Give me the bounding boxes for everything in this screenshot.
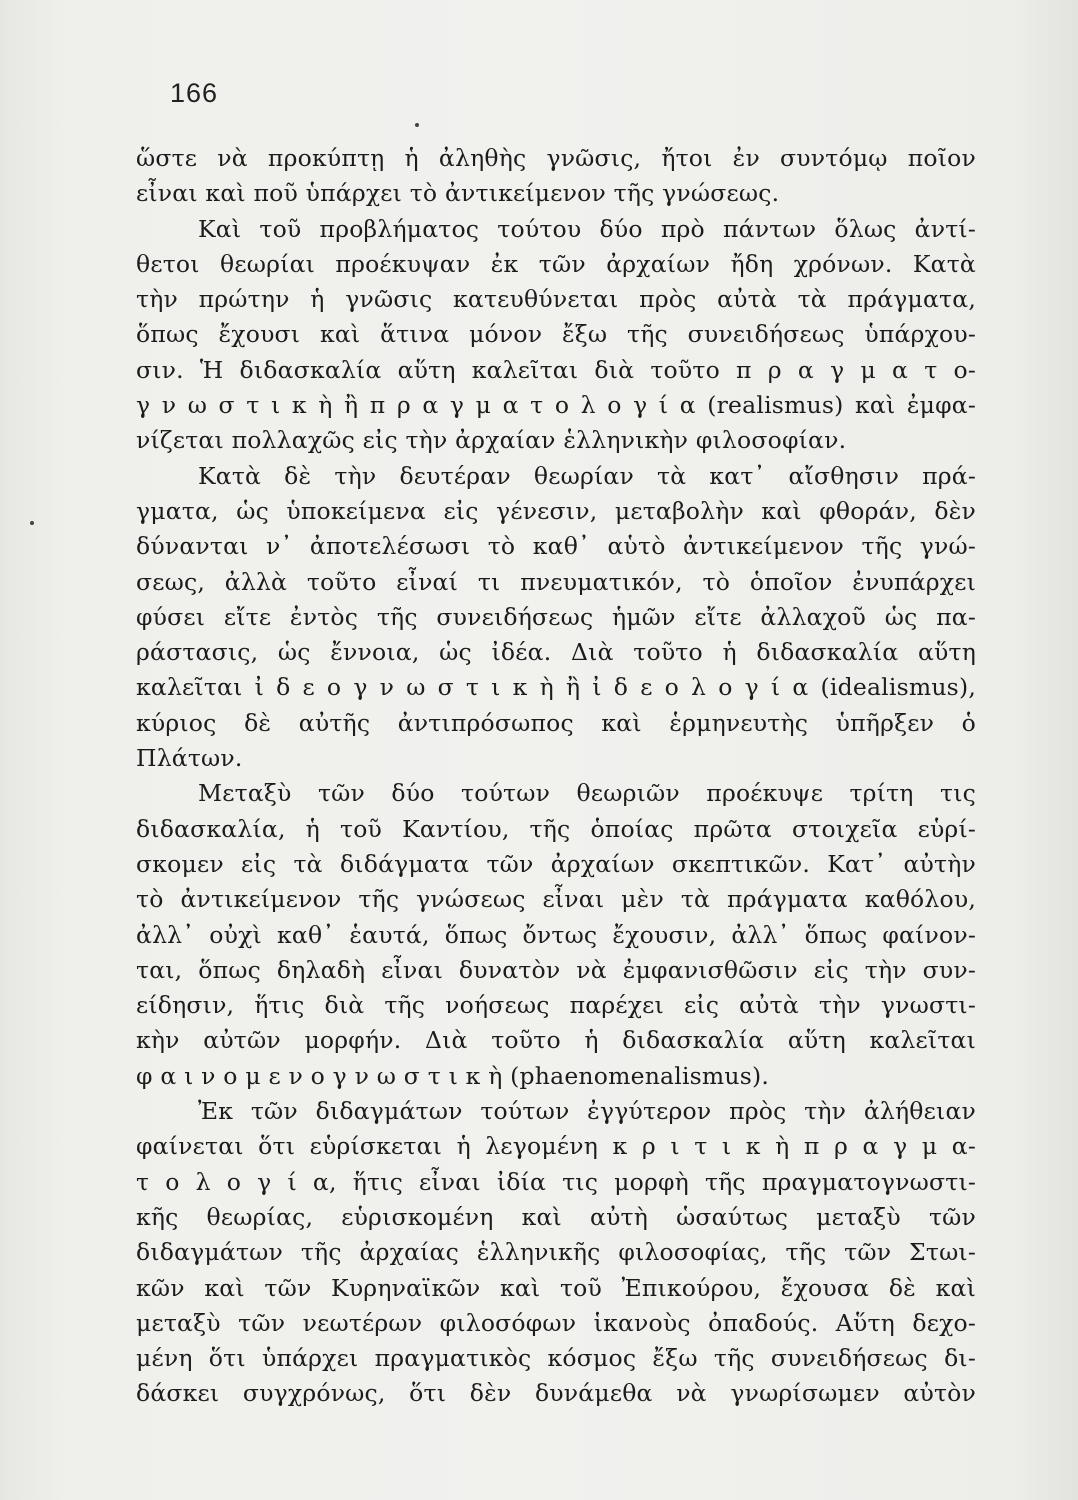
text-line: φαίνεται ὅτι εὑρίσκεται ἡ λεγομένη κ ρ ι τ ι κ ὴ π ρ α γ μ α-: [136, 1132, 976, 1161]
text-line: Μεταξὺ τῶν δύο τούτων θεωριῶν προέκυψε τρίτη τις: [198, 779, 976, 808]
text-line: νίζεται πολλαχῶς εἰς τὴν ἀρχαίαν ἑλληνικὴν φιλοσοφίαν.: [136, 426, 847, 455]
text-line: κὴν αὐτῶν μορφήν. Διὰ τοῦτο ἡ διδασκαλία αὕτη καλεῖται: [136, 1026, 976, 1055]
text-line: τ ο λ ο γ ί α, ἥτις εἶναι ἰδία τις μορφὴ τῆς πραγματογνωστι-: [136, 1167, 976, 1196]
text-line: φ α ι ν ο μ ε ν ο γ ν ω σ τ ι κ ὴ (phaenomenalismus).: [136, 1061, 770, 1090]
text-line: γματα, ὡς ὑποκείμενα εἰς γένεσιν, μεταβολὴν καὶ φθοράν, δὲν: [136, 496, 976, 525]
print-speck: [30, 521, 34, 525]
text-line: ράστασις, ὡς ἔννοια, ὡς ἰδέα. Διὰ τοῦτο ἡ διδασκαλία αὕτη: [136, 638, 976, 667]
text-line: σιν. Ἡ διδασκαλία αὕτη καλεῖται διὰ τοῦτο π ρ α γ μ α τ ο-: [136, 355, 976, 384]
text-line: Κατὰ δὲ τὴν δευτέραν θεωρίαν τὰ κατ᾽ αἴσθησιν πρά-: [198, 461, 976, 490]
text-line: ται, ὅπως δηλαδὴ εἶναι δυνατὸν νὰ ἐμφανισθῶσιν εἰς τὴν συν-: [136, 955, 976, 984]
print-speck: [415, 123, 419, 127]
body-text: [136, 141, 976, 1412]
text-line: σκομεν εἰς τὰ διδάγματα τῶν ἀρχαίων σκεπτικῶν. Κατ᾽ αὐτὴν: [136, 849, 976, 878]
text-line: ὅπως ἔχουσι καὶ ἅτινα μόνον ἔξω τῆς συνειδήσεως ὑπάρχου-: [136, 320, 976, 349]
text-line: διδασκαλία, ἡ τοῦ Καντίου, τῆς ὁποίας πρῶτα στοιχεῖα εὑρί-: [136, 814, 976, 843]
text-line: δάσκει συγχρόνως, ὅτι δὲν δυνάμεθα νὰ γνωρίσωμεν αὐτὸν: [136, 1379, 976, 1408]
text-line: Καὶ τοῦ προβλήματος τούτου δύο πρὸ πάντων ὅλως ἀντί-: [198, 214, 976, 243]
text-line: ἀλλ᾽ οὐχὶ καθ᾽ ἑαυτά, ὅπως ὄντως ἔχουσιν, ἀλλ᾽ ὅπως φαίνον-: [136, 920, 976, 949]
text-line: τὸ ἀντικείμενον τῆς γνώσεως εἶναι μὲν τὰ πράγματα καθόλου,: [136, 885, 976, 914]
text-line: καλεῖται ἰ δ ε ο γ ν ω σ τ ι κ ὴ ἢ ἰ δ ε ο λ ο γ ί α (idealismus),: [136, 673, 976, 702]
text-line: διδαγμάτων τῆς ἀρχαίας ἑλληνικῆς φιλοσοφίας, τῆς τῶν Στωι-: [136, 1238, 976, 1267]
text-line: μεταξὺ τῶν νεωτέρων φιλοσόφων ἱκανοὺς ὀπαδούς. Αὕτη δεχο-: [136, 1308, 976, 1337]
text-line: ὥστε νὰ προκύπτῃ ἡ ἀληθὴς γνῶσις, ἤτοι ἐν συντόμῳ ποῖον: [136, 144, 976, 172]
text-line: γ ν ω σ τ ι κ ὴ ἢ π ρ α γ μ α τ ο λ ο γ ί α (realismus) καὶ ἐμφα-: [136, 391, 976, 420]
text-line: μένη ὅτι ὑπάρχει πραγματικὸς κόσμος ἔξω τῆς συνειδήσεως δι-: [136, 1344, 976, 1373]
text-line: τὴν πρώτην ἡ γνῶσις κατευθύνεται πρὸς αὐτὰ τὰ πράγματα,: [136, 285, 976, 314]
text-line: Πλάτων.: [136, 744, 243, 773]
text-line: θετοι θεωρίαι προέκυψαν ἐκ τῶν ἀρχαίων ἤδη χρόνων. Κατὰ: [136, 249, 976, 278]
page-number: 166: [170, 78, 219, 108]
text-line: φύσει εἴτε ἐντὸς τῆς συνειδήσεως ἡμῶν εἴτε ἀλλαχοῦ ὡς πα-: [136, 602, 976, 631]
text-line: δύνανται ν᾽ ἀποτελέσωσι τὸ καθ᾽ αὑτὸ ἀντικείμενον τῆς γνώ-: [136, 532, 976, 561]
text-line: σεως, ἀλλὰ τοῦτο εἶναί τι πνευματικόν, τὸ ὁποῖον ἐνυπάρχει: [136, 567, 976, 596]
text-line: κῆς θεωρίας, εὑρισκομένη καὶ αὐτὴ ὡσαύτως μεταξὺ τῶν: [136, 1202, 976, 1231]
text-line: κῶν καὶ τῶν Κυρηναϊκῶν καὶ τοῦ Ἐπικούρου, ἔχουσα δὲ καὶ: [136, 1273, 976, 1302]
text-line: Ἐκ τῶν διδαγμάτων τούτων ἐγγύτερον πρὸς τὴν ἀλήθειαν: [198, 1097, 976, 1126]
text-line: είδησιν, ἥτις διὰ τῆς νοήσεως παρέχει εἰς αὐτὰ τὴν γνωστι-: [136, 991, 976, 1020]
text-line: κύριος δὲ αὐτῆς ἀντιπρόσωπος καὶ ἑρμηνευτὴς ὑπῆρξεν ὁ: [136, 708, 976, 737]
text-line: εἶναι καὶ ποῦ ὑπάρχει τὸ ἀντικείμενον τῆς γνώσεως.: [136, 179, 780, 208]
